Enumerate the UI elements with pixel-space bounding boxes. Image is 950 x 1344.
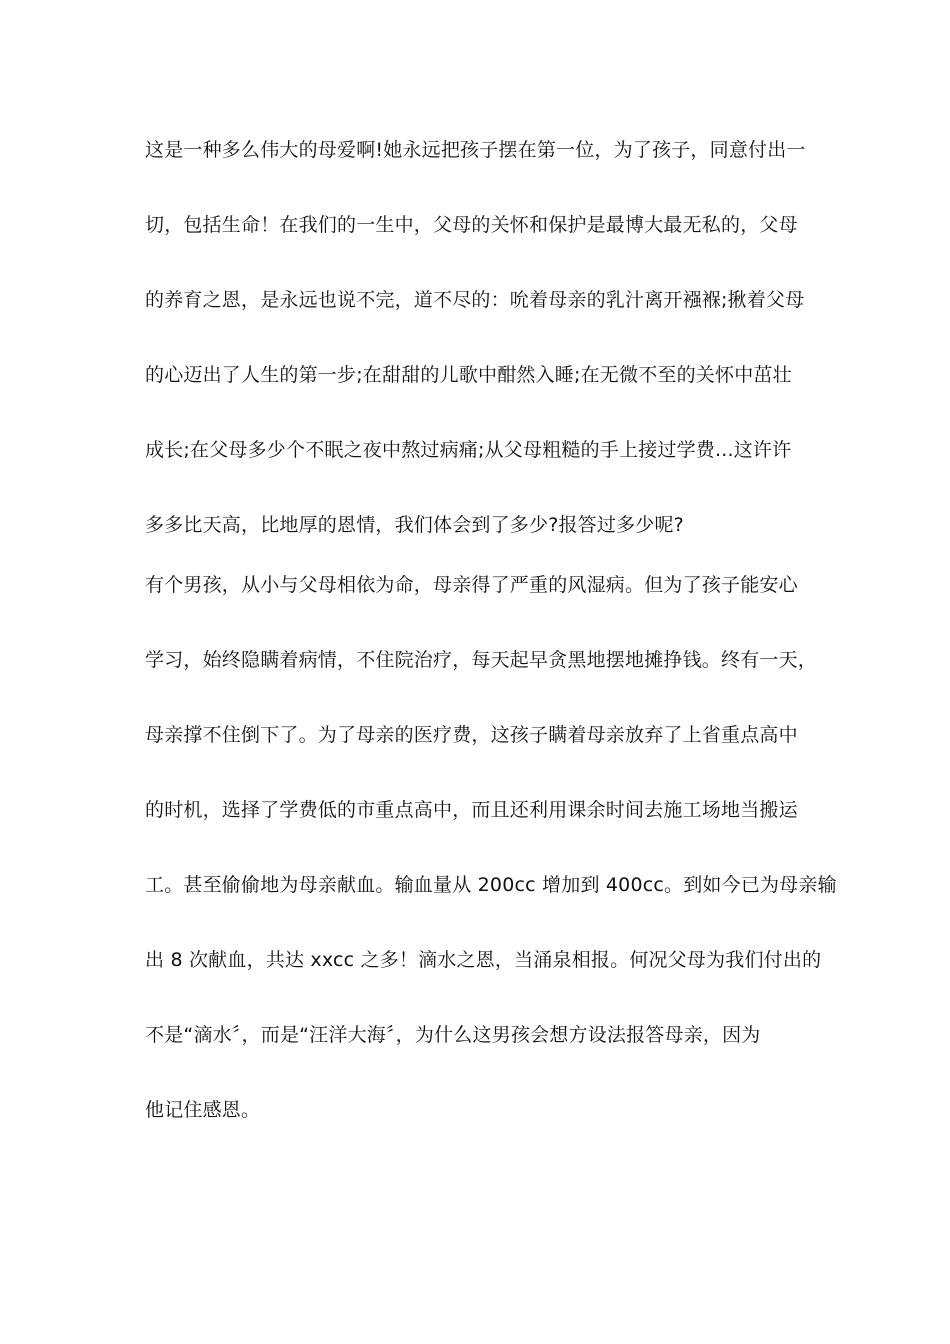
text-line: 他记住感恩。: [145, 1099, 261, 1121]
text-line: 切，包括生命！在我们的一生中，父母的关怀和保护是最博大最无私的，父母: [145, 214, 798, 236]
text-line: 学习，始终隐瞒着病情，不住院治疗，每天起早贪黑地摆地摊挣钱。终有一天，: [145, 649, 818, 671]
text-line: 母亲撑不住倒下了。为了母亲的医疗费，这孩子瞒着母亲放弃了上省重点高中: [145, 724, 798, 746]
text-line: 成长;在父母多少个不眠之夜中熬过病痛;从父母粗糙的手上接过学费...这许许: [145, 439, 792, 461]
text-line: 这是一种多么伟大的母爱啊!她永远把孩子摆在第一位，为了孩子，同意付出一: [145, 139, 806, 161]
text-line: 有个男孩，从小与父母相依为命，母亲得了严重的风湿病。但为了孩子能安心: [145, 574, 798, 596]
text-line: 多多比天高，比地厚的恩情，我们体会到了多少?报答过多少呢?: [145, 514, 684, 536]
text-line: 工。甚至偷偷地为母亲献血。输血量从 200cc 增加到 400cc。到如今已为母亲输: [145, 874, 837, 896]
text-line: 不是“滴水〞，而是“汪洋大海〞，为什么这男孩会想方设法报答母亲，因为: [145, 1024, 761, 1046]
text-line: 的心迈出了人生的第一步;在甜甜的儿歌中酣然入睡;在无微不至的关怀中茁壮: [145, 364, 792, 386]
text-line: 的时机，选择了学费低的市重点高中，而且还利用课余时间去施工场地当搬运: [145, 799, 798, 821]
text-line: 的养育之恩，是永远也说不完，道不尽的：吮着母亲的乳汁离开襁褓;揪着父母: [145, 289, 805, 311]
text-line: 出 8 次献血，共达 xxcc 之多！滴水之恩，当涌泉相报。何况父母为我们付出的: [145, 949, 822, 971]
